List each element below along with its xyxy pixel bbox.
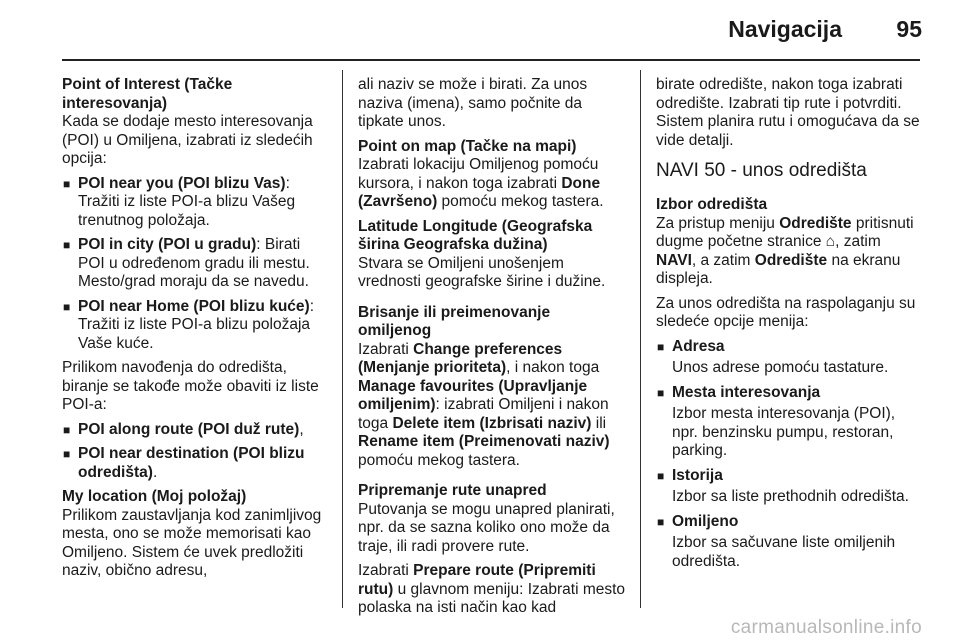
home-icon: ⌂ xyxy=(825,233,836,250)
lat-long-body: Stvara se Omiljeni unošenjem vrednosti geografske širine i dužine. xyxy=(358,254,606,290)
column-1 xyxy=(62,76,330,587)
list-item xyxy=(62,298,330,354)
delete-rename-body: Izabrati Change preferences (Menjanje prioriteta), i nakon toga Manage favourites (Upravljanje omiljenim): izabrati Omiljeni i nakon toga Delete item (Izbrisati naziv) ili Rename item (Preimenovati naziv) pomoću mekog tastera. xyxy=(358,340,610,469)
column-divider xyxy=(640,70,641,608)
list-item xyxy=(656,467,924,507)
option-text: : Tražiti iz liste POI-a blizu Vašeg trenutnog položaja. xyxy=(78,174,296,229)
lat-long-heading: Latitude Longitude (Geografska širina Geografska dužina) xyxy=(358,217,593,253)
option-label: POI near Home (POI blizu kuće) xyxy=(78,297,310,315)
bullet-square-icon: ■ xyxy=(63,422,71,437)
option-label: POI in city (POI u gradu) xyxy=(78,236,257,253)
section-heading: NAVI 50 - unos odredišta xyxy=(656,160,867,181)
option-label: Omiljeno xyxy=(672,512,739,530)
prepare-route-steps: Izabrati Prepare route (Pripremiti rutu) u glavnom meniju: Izabrati mesto polaska na isti način kao kad xyxy=(358,562,626,616)
delete-rename-heading: Brisanje ili preimenovanje omiljenog xyxy=(358,303,551,339)
list-item xyxy=(656,384,924,461)
bullet-square-icon: ■ xyxy=(63,238,71,252)
bullet-square-icon: ■ xyxy=(63,447,71,461)
continued-text: birate odredište, nakon toga izabrati odredište. Izabrati tip rute i potvrditi. Sistem planira rutu i omogućava da se vide detalji. xyxy=(656,76,920,149)
list-item xyxy=(62,236,330,292)
list-item xyxy=(62,175,330,231)
list-item xyxy=(656,338,924,378)
continued-text: ali naziv se može i birati. Za unos naziva (imena), samo počnite da tipkate unos. xyxy=(358,76,588,130)
location-body: Prilikom zaustavljanja kod zanimljivog mesta, ono se može memorisati kao Omiljeno. Sistem će uvek predložiti naziv, obično adresu, xyxy=(62,506,322,579)
column-2 xyxy=(358,76,626,624)
option-text: Unos adrese pomoću tastature. xyxy=(672,359,889,376)
column-3 xyxy=(656,76,924,577)
column-divider xyxy=(342,70,343,608)
option-text: : Birati POI u određenom gradu ili mestu. Mesto/grad moraju da se navedu. xyxy=(78,236,310,290)
option-label: Mesta interesovanja xyxy=(672,383,821,401)
option-label: POI near you (POI blizu Vas) xyxy=(78,174,286,192)
list-item xyxy=(62,445,330,482)
section-title: Navigacija xyxy=(728,16,842,42)
page-number: 95 xyxy=(896,16,922,42)
destination-select-heading: Izbor odredišta xyxy=(656,196,768,213)
option-text: : Tražiti iz liste POI-a blizu položaja Vaše kuće. xyxy=(78,297,315,352)
option-label: Adresa xyxy=(672,337,725,355)
option-text: Izbor sa sačuvane liste omiljenih odredišta. xyxy=(672,534,896,570)
bullet-square-icon: ■ xyxy=(63,176,71,191)
point-on-map-body: Izabrati lokaciju Omiljenog pomoću kursora, i nakon toga izabrati Done (Završeno) pomoću mekog tastera. xyxy=(358,156,604,210)
route-intro: Prilikom navođenja do odredišta, biranje se takođe može obaviti iz liste POI-a: xyxy=(62,359,319,413)
bullet-square-icon: ■ xyxy=(657,514,665,529)
page-header xyxy=(0,0,960,60)
option-text: Izbor mesta interesovanja (POI), npr. benzinsku pumpu, restoran, parking. xyxy=(672,405,896,459)
bullet-square-icon: ■ xyxy=(657,468,665,483)
prepare-route-body: Putovanja se mogu unapred planirati, npr. da se sazna koliko ono može da traje, ili radi provere rute. xyxy=(358,500,615,555)
poi-heading: Point of Interest (Tačke interesovanja) xyxy=(62,76,233,112)
option-label: POI along route (POI duž rute) xyxy=(78,420,300,438)
watermark: carmanualsonline.info xyxy=(730,617,922,638)
list-item xyxy=(62,421,330,440)
bullet-square-icon: ■ xyxy=(657,339,665,354)
prepare-route-heading: Pripremanje rute unapred xyxy=(358,482,547,499)
header-divider xyxy=(62,59,920,61)
bullet-square-icon: ■ xyxy=(63,299,71,314)
option-label: Istorija xyxy=(672,466,723,484)
destination-select-body: Za pristup meniju Odredište pritisnuti dugme početne stranice ⌂, zatim NAVI, a zatim Odredište na ekranu displeja. xyxy=(656,214,914,287)
bullet-square-icon: ■ xyxy=(657,385,665,400)
option-text: . xyxy=(152,463,158,481)
options-intro: Za unos odredišta na raspolaganju su sledeće opcije menija: xyxy=(656,294,916,330)
option-text: Izbor sa liste prethodnih odredišta. xyxy=(672,488,909,505)
list-item xyxy=(656,513,924,572)
option-text: , xyxy=(299,420,304,438)
point-on-map-heading: Point on map (Tačke na mapi) xyxy=(358,137,577,155)
location-heading: My location (Moj položaj) xyxy=(62,488,247,505)
poi-intro: Kada se dodaje mesto interesovanja (POI) u Omiljena, izabrati iz sledećih opcija: xyxy=(62,113,313,167)
option-label: POI near destination (POI blizu odredišta) xyxy=(78,445,305,481)
